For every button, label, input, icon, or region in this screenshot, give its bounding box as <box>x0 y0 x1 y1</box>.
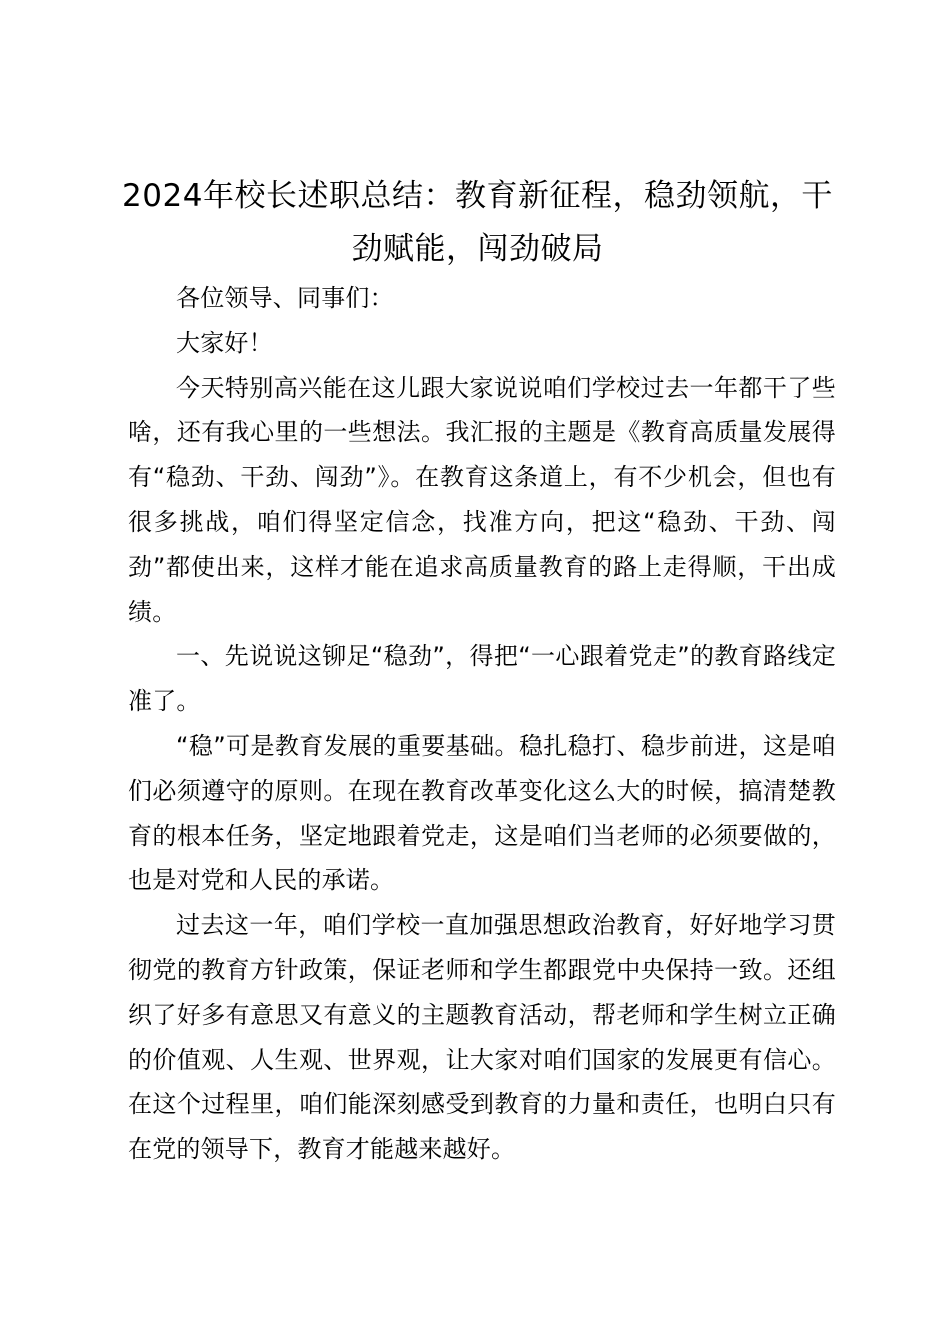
document-body <box>128 276 836 1172</box>
greeting: 大家好！ <box>176 328 273 357</box>
intro-paragraph: 今天特别高兴能在这儿跟大家说说咱们学校过去一年都干了些啥，还有我心里的一些想法。我汇报的主题是《教育高质量发展得有“稳劲、干劲、闯劲”》。在教育这条道上，有不少机会，但也有很多挑战，咱们得坚定信念，找准方向，把这“稳劲、干劲、闯劲”都使出来，这样才能在追求高质量教育的路上走得顺，干出成绩。 <box>128 373 836 626</box>
section-heading-1: 一、先说说这铆足“稳劲”，得把“一心跟着党走”的教育路线定准了。 <box>128 642 836 716</box>
body-paragraph: “稳”可是教育发展的重要基础。稳扎稳打、稳步前进，这是咱们必须遵守的原则。在现在教育改革变化这么大的时候，搞清楚教育的根本任务，坚定地跟着党走，这是咱们当老师的必须要做的，也是对党和人民的承诺。 <box>128 731 836 895</box>
salutation: 各位领导、同事们： <box>176 284 394 312</box>
body-paragraph: 过去这一年，咱们学校一直加强思想政治教育，好好地学习贯彻党的教育方针政策，保证老师和学生都跟党中央保持一致。还组织了好多有意思又有意义的主题教育活动，帮老师和学生树立正确的价值观、人生观、世界观，让大家对咱们国家的发展更有信心。在这个过程里，咱们能深刻感受到教育的力量和责任，也明白只有在党的领导下，教育才能越来越好。 <box>128 911 836 1164</box>
document-title: 2024年校长述职总结：教育新征程，稳劲领航，干劲赋能，闯劲破局 <box>122 178 833 267</box>
